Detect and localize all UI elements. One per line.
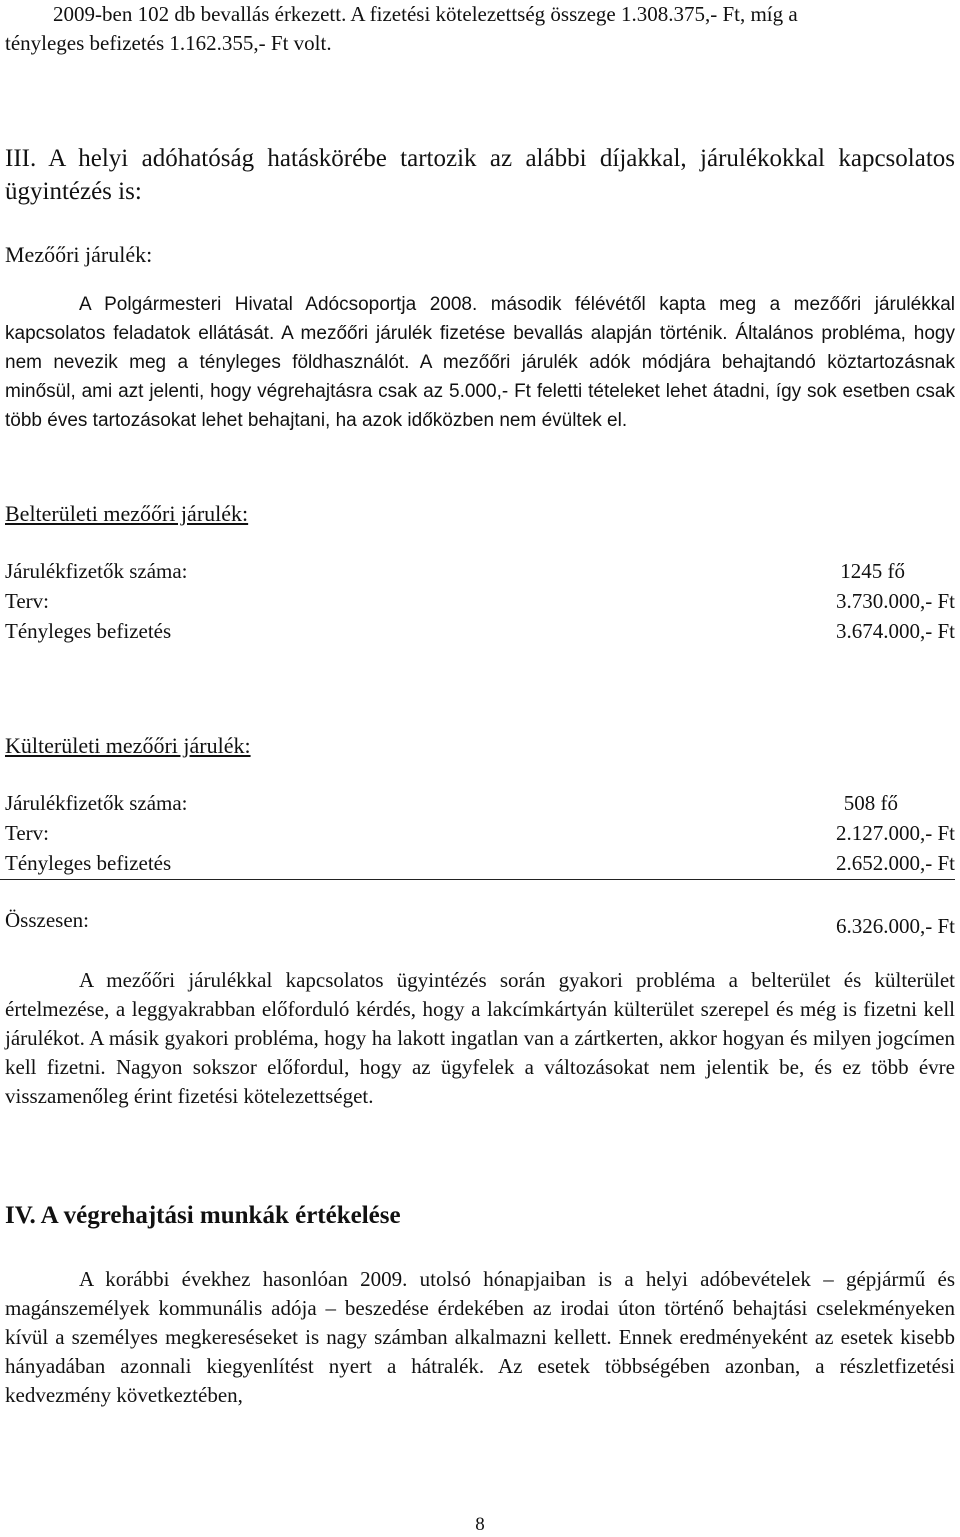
- kulterulet-row: [5, 818, 955, 848]
- paragraph-2: A mezőőri járulékkal kapcsolatos ügyintézés során gyakori probléma a belterület és külterület értelmezése, a leggyakrabban előforduló kérdés, hogy a lakcímkártyán külterület szerepel és még is fizetni kell járulékot. A másik gyakori probléma, hogy ha lakott ingatlan van a zártkerten, akkor hogyan és milyen jogcímen kell fizetni. Nagyon sokszor előfordul, hogy az ügyfelek a változásokat nem jelentik be, és ez több évre visszamenőleg érint fizetési kötelezettséget.: [5, 968, 955, 1108]
- section-4-paragraph: A korábbi évekhez hasonlóan 2009. utolsó hónapjaiban is a helyi adóbevételek – gépjármű és magánszemélyek kommunális adója – beszedése érdekében az irodai úton történő behajtási cselekményeken kívül a személyes megkereséseket is nagy számban alkalmazni kellett. Ennek eredményeként az esetek kisebb hányadában azonnali kiegyenlítést nyert a hátralék. Az esetek többségében azonban, a részletfizetési kedvezmény következtében,: [5, 1267, 955, 1407]
- row-label: Tényleges befizetés: [5, 851, 172, 875]
- row-value: 2.652.000,- Ft: [835, 851, 955, 875]
- kulterulet-row: [5, 788, 955, 818]
- belterulet-row: [5, 586, 955, 616]
- kulterulet-title: Külterületi mezőőri járulék:: [5, 733, 251, 758]
- belterulet-title: Belterületi mezőőri járulék:: [5, 501, 249, 526]
- row-value: 3.730.000,- Ft: [835, 589, 955, 613]
- section-3-subheading: Mezőőri járulék:: [5, 242, 153, 267]
- intro-line-2: tényleges befizetés 1.162.355,- Ft volt.: [5, 31, 332, 55]
- row-label: Tényleges befizetés: [5, 619, 172, 643]
- row-value: 1245 fő: [840, 559, 905, 583]
- row-value: 508 fő: [843, 791, 898, 815]
- intro-line-1: 2009-ben 102 db bevallás érkezett. A fizetési kötelezettség összege 1.308.375,- Ft, míg a: [53, 2, 798, 26]
- row-value: 3.674.000,- Ft: [835, 619, 955, 643]
- belterulet-row: [5, 616, 955, 646]
- kulterulet-row: [5, 848, 955, 878]
- intro-block: [5, 0, 955, 58]
- total-label: Összesen:: [5, 908, 89, 932]
- row-label: Járulékfizetők száma:: [5, 791, 188, 815]
- row-label: Terv:: [5, 821, 50, 845]
- section-3-heading: III. A helyi adóhatóság hatáskörébe tartozik az alábbi díjakkal, járulékokkal kapcsolatos ügyintézés is:: [5, 145, 955, 205]
- row-value: 2.127.000,- Ft: [835, 821, 955, 845]
- page-number: 8: [475, 1514, 485, 1535]
- kulterulet-table: [5, 788, 955, 878]
- section-4-heading: IV. A végrehajtási munkák értékelése: [5, 1202, 401, 1229]
- belterulet-row: [5, 556, 955, 586]
- row-label: Járulékfizetők száma:: [5, 559, 188, 583]
- divider-line: [0, 879, 955, 880]
- total-row: [5, 905, 955, 938]
- section-3-paragraph: A Polgármesteri Hivatal Adócsoportja 2008. második félévétől kapta meg a mezőőri járulékkal kapcsolatos feladatok ellátását. A mezőőri járulék fizetése bevallás alapján történik. Általános probléma, hogy nem nevezik meg a tényleges földhasználót. A mezőőri járulék adók módjára behajtandó köztartozásnak minősül, ami azt jelenti, hogy végrehajtásra csak az 5.000,- Ft feletti tételeket lehet átadni, így sok esetben csak több éves tartozásokat lehet behajtani, ha azok időközben nem évültek el.: [5, 294, 955, 431]
- belterulet-table: [5, 556, 955, 646]
- total-value: 6.326.000,- Ft: [835, 914, 955, 938]
- row-label: Terv:: [5, 589, 50, 613]
